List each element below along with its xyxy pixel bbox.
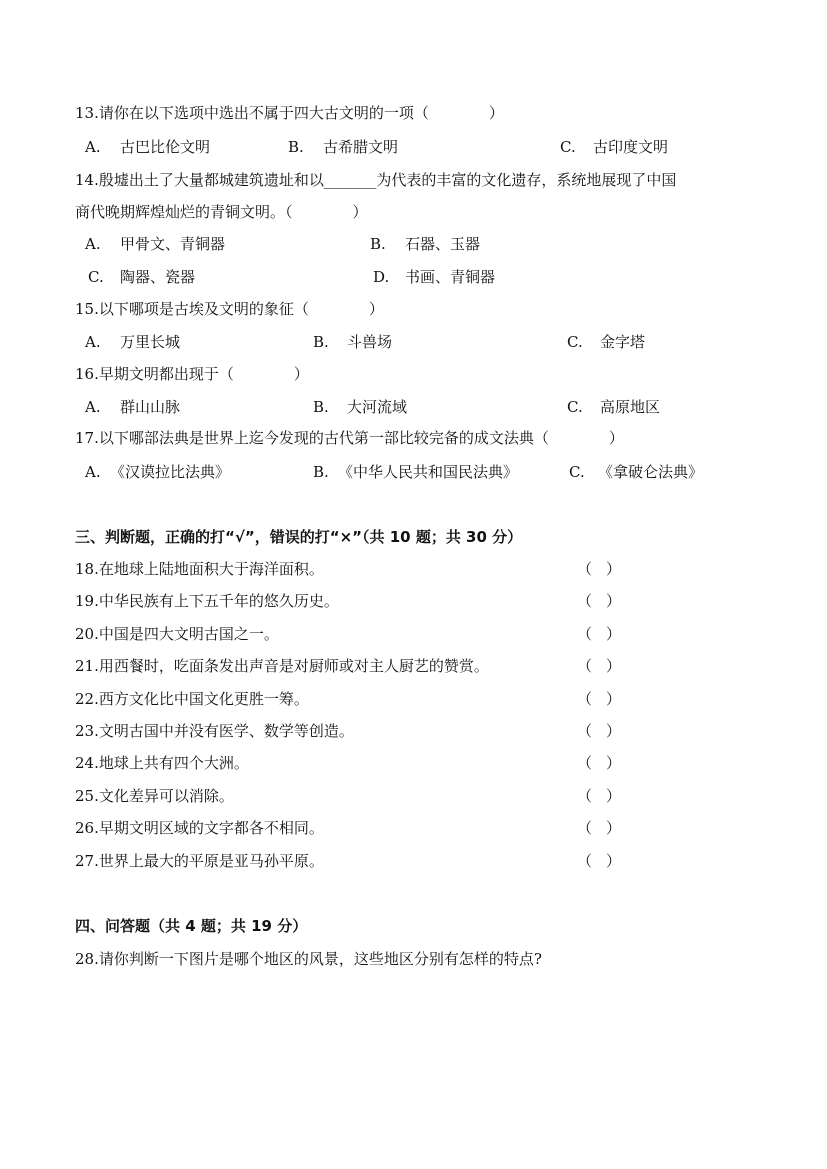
answer-blank[interactable] — [577, 689, 621, 709]
true-false-item: 20.中国是四大文明古国之一。 — [75, 624, 279, 643]
paren-open: （ — [577, 689, 593, 708]
answer-blank[interactable] — [577, 624, 621, 644]
option-label: B. — [313, 398, 329, 416]
option-text: 古印度文明 — [593, 138, 669, 156]
true-false-item: 26.早期文明区域的文字都各不相同。 — [75, 819, 324, 838]
question-text: 14.殷墟出土了大量都城建筑遗址和以_______为代表的丰富的文化遗存，系统地展现了中国 — [75, 171, 677, 189]
answer-blank[interactable] — [577, 656, 621, 676]
option-text: 甲骨文、青铜器 — [120, 235, 226, 253]
paren-open: （ — [577, 819, 593, 838]
true-false-item: 18.在地球上陆地面积大于海洋面积。 — [75, 560, 324, 578]
option-label: C. — [569, 463, 585, 481]
option-text: 群山山脉 — [120, 398, 181, 416]
option-label: A. — [85, 398, 101, 416]
option-label: B. — [370, 235, 386, 253]
option-label: A. — [85, 333, 101, 351]
question-28: 28.请你判断一下图片是哪个地区的风景，这些地区分别有怎样的特点? — [75, 950, 542, 968]
answer-blank[interactable] — [577, 818, 621, 838]
option-text: 《拿破仑法典》 — [598, 463, 704, 481]
answer-blank[interactable] — [577, 786, 621, 806]
true-false-item: 21.用西餐时，吃面条发出声音是对厨师或对主人厨艺的赞赏。 — [75, 657, 489, 676]
option-text: 《中华人民共和国民法典》 — [338, 463, 519, 481]
answer-blank[interactable] — [577, 753, 621, 773]
paren-open: （ — [577, 851, 593, 870]
answer-blank[interactable] — [577, 591, 621, 611]
option-text: 《汉谟拉比法典》 — [110, 463, 231, 481]
paren-open: （ — [577, 722, 593, 740]
true-false-item: 25.文化差异可以消除。 — [75, 786, 234, 805]
option-label: B. — [313, 463, 329, 481]
question-text-cont: 商代晚期辉煌灿烂的青铜文明。（ ） — [75, 203, 368, 221]
paren-open: （ — [577, 592, 593, 611]
section-4-title: 四、问答题（共 4 题；共 19 分） — [75, 917, 308, 935]
option-text: 大河流域 — [347, 398, 408, 416]
paren-open: （ — [577, 754, 593, 773]
question-text: 16.早期文明都出现于（ ） — [75, 365, 309, 383]
true-false-item: 27.世界上最大的平原是亚马孙平原。 — [75, 851, 324, 870]
paren-open: （ — [577, 624, 593, 643]
option-text: 斗兽场 — [347, 333, 393, 351]
option-text: 古希腊文明 — [323, 138, 399, 156]
paren-close: ） — [606, 786, 622, 805]
option-text: 高原地区 — [600, 398, 661, 416]
option-text: 石器、玉器 — [405, 235, 481, 253]
paren-close: ） — [606, 624, 622, 643]
answer-blank[interactable] — [577, 559, 621, 579]
question-text: 13.请你在以下选项中选出不属于四大古文明的一项（ ） — [75, 104, 504, 122]
option-label: B. — [313, 333, 329, 351]
paren-close: ） — [606, 560, 622, 578]
option-label: D. — [373, 268, 390, 286]
question-text: 17.以下哪部法典是世界上迄今发现的古代第一部比较完备的成文法典（ ） — [75, 429, 624, 447]
option-text: 陶器、瓷器 — [120, 268, 196, 286]
paren-open: （ — [577, 786, 593, 805]
paren-close: ） — [606, 592, 622, 611]
true-false-item: 19.中华民族有上下五千年的悠久历史。 — [75, 592, 339, 611]
paren-close: ） — [606, 851, 622, 870]
option-label: A. — [85, 235, 101, 253]
option-label: C. — [88, 268, 104, 286]
true-false-item: 23.文明古国中并没有医学、数学等创造。 — [75, 722, 354, 740]
paren-open: （ — [577, 560, 593, 578]
answer-blank[interactable] — [577, 851, 621, 871]
option-label: C. — [567, 398, 583, 416]
section-3-title: 三、判断题，正确的打“√”，错误的打“×”（共 10 题；共 30 分） — [75, 528, 523, 546]
option-label: A. — [85, 463, 101, 481]
answer-blank[interactable] — [577, 721, 621, 741]
question-text: 15.以下哪项是古埃及文明的象征（ ） — [75, 300, 384, 318]
paren-open: （ — [577, 657, 593, 676]
option-text: 古巴比伦文明 — [120, 138, 211, 156]
option-label: B. — [288, 138, 304, 156]
option-text: 万里长城 — [120, 333, 181, 351]
paren-close: ） — [606, 819, 622, 838]
paren-close: ） — [606, 689, 622, 708]
paren-close: ） — [606, 754, 622, 773]
paren-close: ） — [606, 657, 622, 676]
true-false-item: 24.地球上共有四个大洲。 — [75, 754, 249, 773]
option-label: C. — [560, 138, 576, 156]
option-label: C. — [567, 333, 583, 351]
true-false-item: 22.西方文化比中国文化更胜一筹。 — [75, 689, 309, 708]
option-label: A. — [85, 138, 101, 156]
paren-close: ） — [606, 722, 622, 740]
option-text: 金字塔 — [600, 333, 646, 351]
option-text: 书画、青铜器 — [405, 268, 496, 286]
